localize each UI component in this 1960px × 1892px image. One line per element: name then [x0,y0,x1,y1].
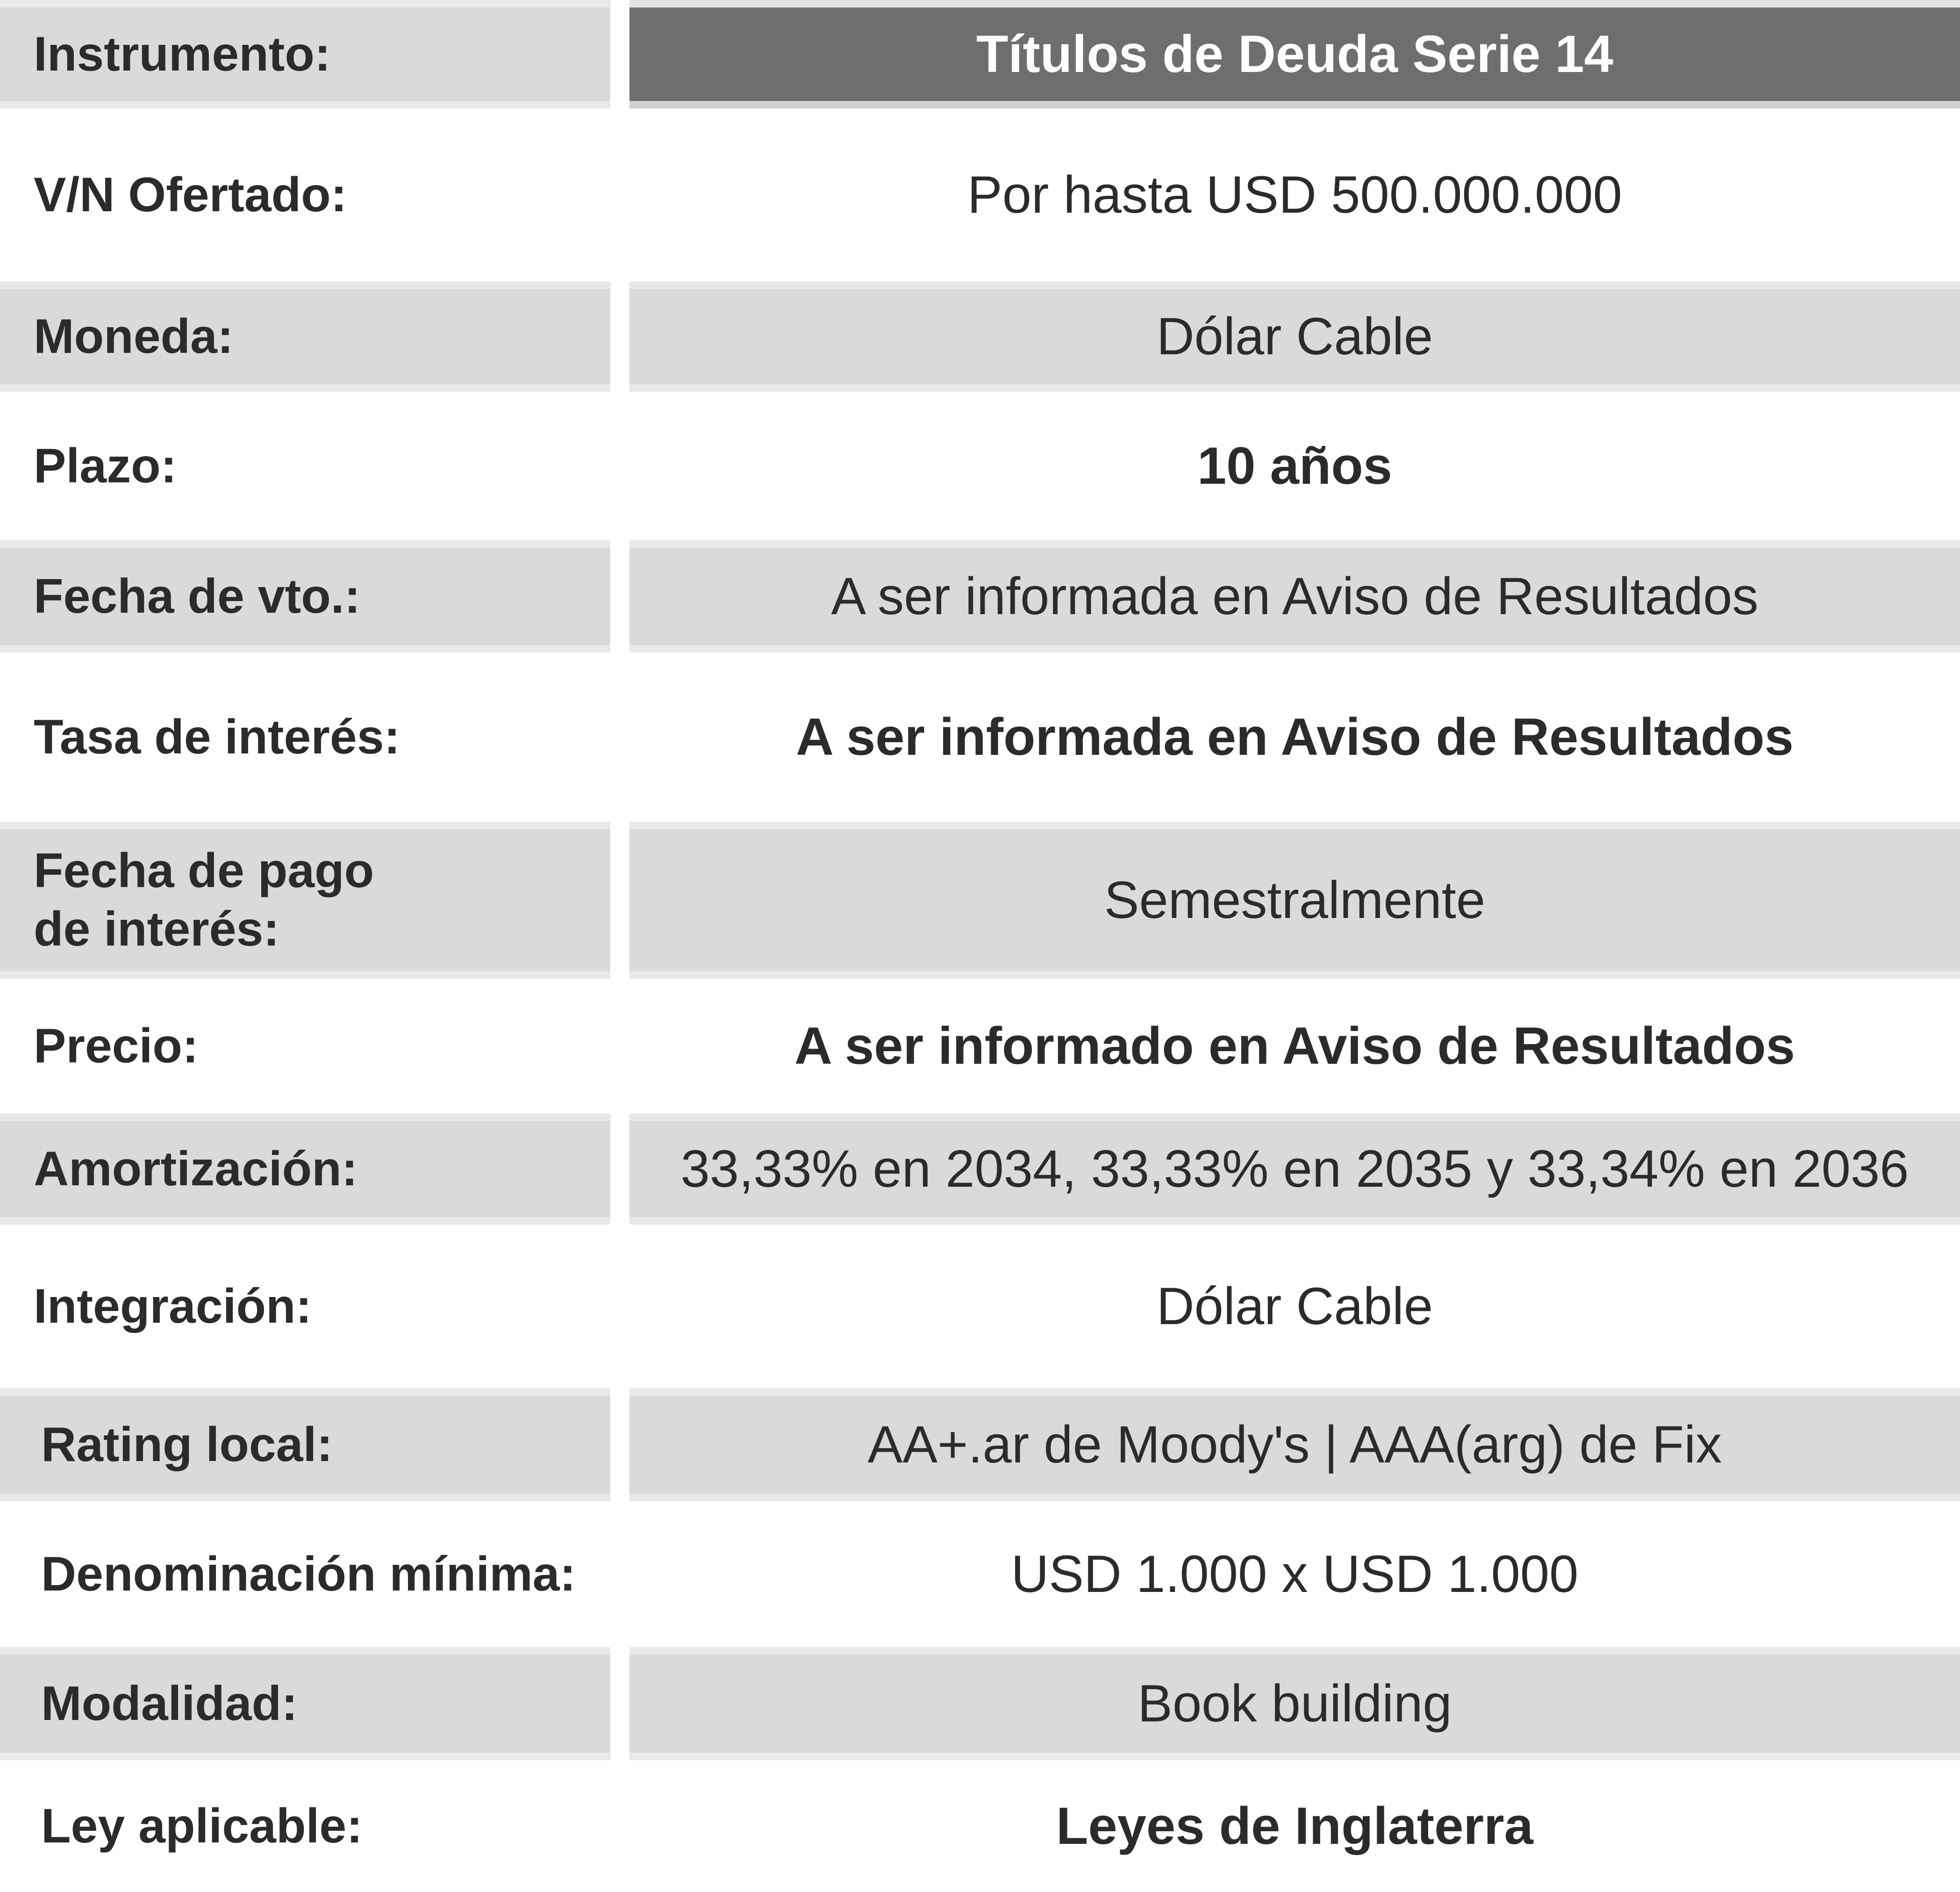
row-value: Dólar Cable [1156,1276,1433,1335]
table-row-amortizacion [0,1113,1960,1225]
row-label: Fecha de vto.: [0,540,610,652]
row-label: Amortización: [0,1113,610,1225]
row-value: Dólar Cable [629,281,1960,392]
row-label: V/N Ofertado: [34,167,347,222]
table-row-moneda [0,281,1960,392]
row-label: Precio: [34,1018,199,1073]
row-value: 33,33% en 2034, 33,33% en 2035 y 33,34% en 2036 [629,1113,1960,1225]
table-row-ley-aplicable [0,1760,1960,1892]
table-row-instrumento [0,0,1960,108]
row-label: Denominación mínima: [41,1547,576,1601]
table-row-denominacion-minima [0,1501,1960,1647]
row-value: A ser informada en Aviso de Resultados [796,707,1794,766]
row-label: Moneda: [0,281,610,392]
row-value: Book building [629,1647,1960,1760]
table-row-fecha-pago-interes [0,822,1960,979]
row-value: 10 años [1197,436,1393,495]
table-row-rating-local [0,1388,1960,1501]
row-label: Ley aplicable: [41,1799,363,1853]
row-value: Títulos de Deuda Serie 14 [629,0,1960,108]
table-row-plazo [0,392,1960,540]
row-value: Semestralmente [629,822,1960,979]
row-value: Leyes de Inglaterra [1056,1796,1533,1855]
row-label: Integración: [34,1279,312,1333]
row-value: AA+.ar de Moody's | AAA(arg) de Fix [629,1388,1960,1501]
row-label: Modalidad: [0,1647,610,1760]
row-label: Fecha de pago de interés: [0,822,610,979]
row-value: Por hasta USD 500.000.000 [967,165,1622,224]
row-label: Tasa de interés: [34,710,401,764]
row-value: USD 1.000 x USD 1.000 [1011,1544,1579,1603]
table-row-modalidad [0,1647,1960,1760]
table-row-vn-ofertado [0,108,1960,281]
row-label: Plazo: [34,438,177,493]
table-row-tasa-interes [0,652,1960,822]
row-value: A ser informada en Aviso de Resultados [629,540,1960,652]
table-row-fecha-vto [0,540,1960,652]
row-label: Instrumento: [0,0,610,108]
table-row-precio [0,979,1960,1113]
table-row-integracion [0,1225,1960,1388]
row-value: A ser informado en Aviso de Resultados [794,1016,1795,1075]
row-label: Rating local: [0,1388,610,1501]
